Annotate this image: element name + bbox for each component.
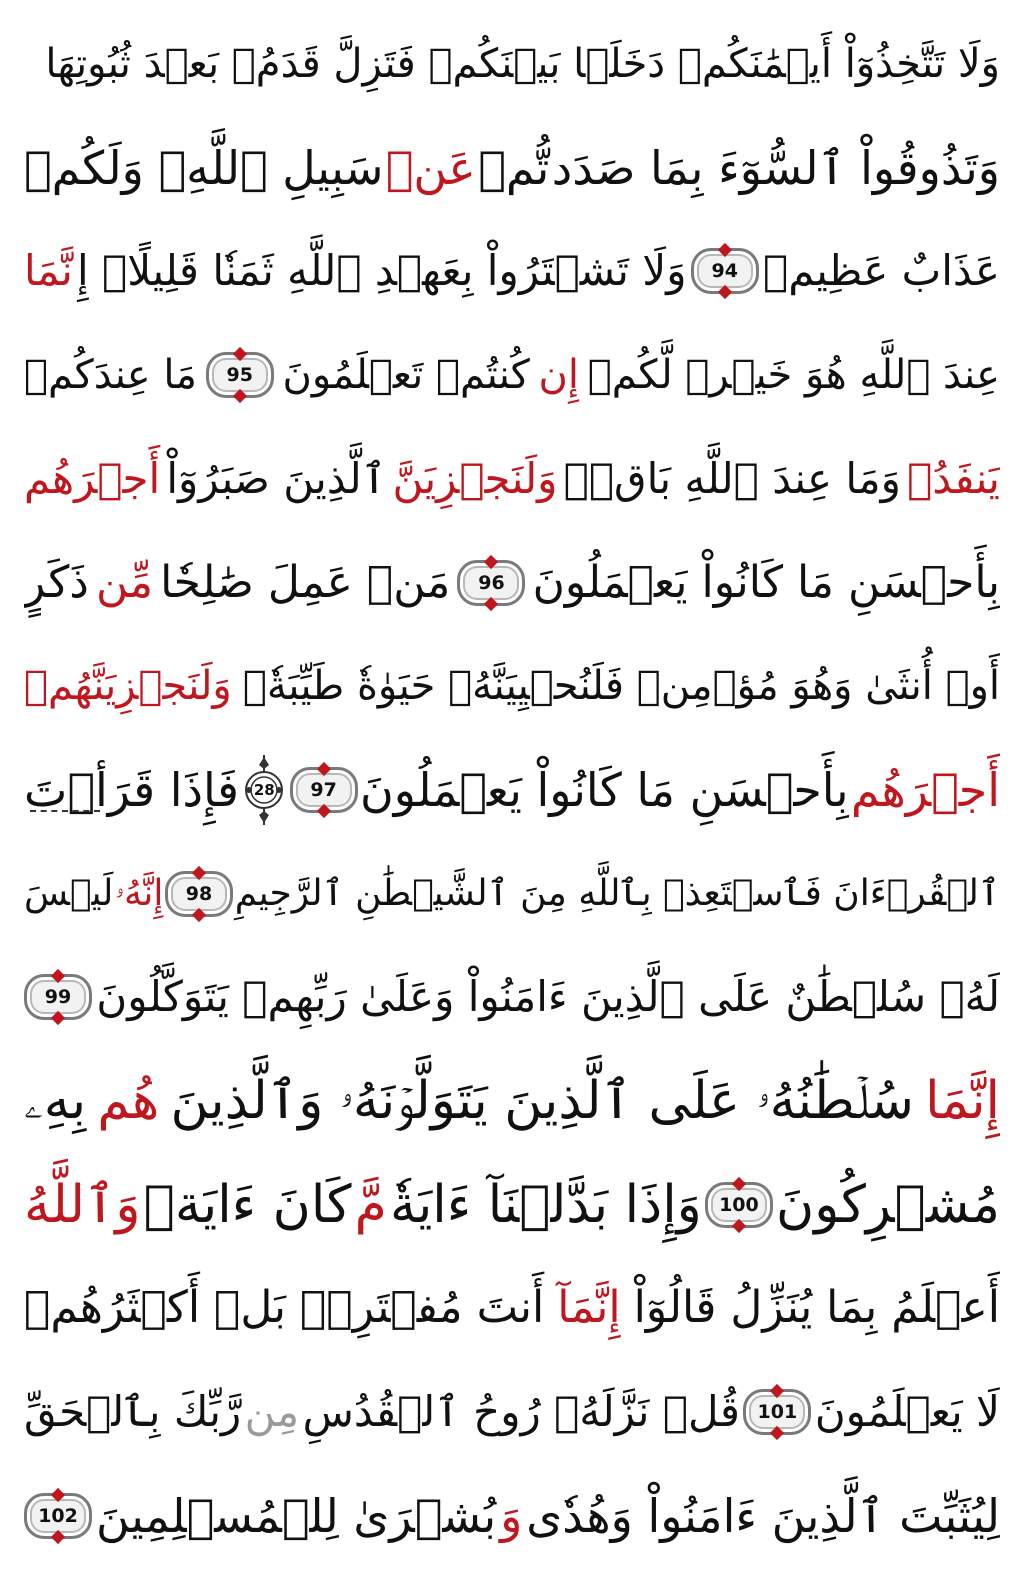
ayah-number: 101 <box>757 1401 798 1424</box>
tajweed-highlight-word: يَنفَدُۖ <box>907 453 1000 503</box>
verse-text: بِهِۦ <box>24 1071 87 1131</box>
verse-line <box>24 14 1000 114</box>
verse-line <box>24 740 1000 840</box>
verse-text: بِأَحۡسَنِ مَا كَانُواْ يَعۡمَلُونَ <box>532 556 1000 608</box>
verse-text: رَّبِّكَ بِٱلۡحَقِّ <box>24 1387 242 1437</box>
ayah-number: 98 <box>185 882 213 905</box>
verse-text: كُنتُمۡ تَعۡلَمُونَ <box>282 352 530 399</box>
verse-line <box>24 1466 1000 1566</box>
ayah-number: 99 <box>44 986 72 1009</box>
tajweed-highlight-word: إِنَّهُۥ <box>115 872 164 914</box>
verse-text: بِأَحۡسَنِ مَا كَانُواْ يَعۡمَلُونَ <box>359 762 849 817</box>
tajweed-highlight-word: وَلَنَجۡزِيَنَّ <box>392 453 558 503</box>
verse-text: مَا عِندَكُمۡ <box>24 352 197 399</box>
verse-text: كَانَ ءَايَةٖ <box>143 1174 352 1235</box>
ayah-number-marker <box>206 352 274 398</box>
verse-line <box>24 636 1000 736</box>
verse-text: ٱلَّذِينَ صَبَرُوٓاْ <box>166 453 387 503</box>
tajweed-highlight-word: وَ <box>500 1488 523 1543</box>
verse-text: مُشۡرِكُونَ <box>776 1174 1000 1235</box>
ayah-number-marker <box>24 974 92 1020</box>
verse-line <box>24 1258 1000 1358</box>
tajweed-highlight-word: إِن <box>538 352 580 399</box>
verse-text: وَتَذُوقُواْ ٱلسُّوٓءَ بِمَا صَدَد <box>551 140 1000 195</box>
tajweed-highlight-word: وَلَنَجۡزِيَنَّهُمۡ <box>24 663 232 710</box>
verse-line <box>24 947 1000 1047</box>
verse-line <box>24 325 1000 425</box>
sajda-underline-mark <box>30 810 100 812</box>
ayah-number-marker <box>165 871 233 917</box>
verse-line <box>24 1155 1000 1255</box>
verse-text: وَلَا تَشۡتَرُواْ بِعَهۡدِ ٱللَّهِ ثَمَنٗا قَلِيلًاۚ إِ <box>77 246 687 296</box>
verse-text: وَإِذَا بَدَّلۡنَآ ءَايَةٗ <box>389 1174 702 1235</box>
tajweed-highlight-word: عَنۡ <box>385 140 476 195</box>
verse-text: عَذَابٌ عَظِيمٞ <box>762 246 1000 296</box>
verse-line <box>24 1362 1000 1462</box>
ayah-number: 100 <box>719 1193 759 1216</box>
verse-text: قُلۡ نَزَّلَهُۥ رُوحُ ٱلۡقُدُسِ <box>302 1387 740 1437</box>
verse-line <box>24 533 1000 633</box>
verse-line <box>24 118 1000 218</box>
tajweed-highlight-word: مِّن <box>95 556 154 608</box>
tajweed-highlight-word: وَٱللَّهُ <box>24 1174 141 1235</box>
ayah-number: 94 <box>711 260 738 283</box>
ayah-number-marker <box>24 1493 92 1539</box>
ayah-number-marker <box>691 248 759 294</box>
tajweed-highlight-word: مَّ <box>354 1174 387 1235</box>
hizb-marker-icon <box>241 753 287 827</box>
ayah-number: 96 <box>478 571 505 594</box>
verse-text: تُّمۡ <box>478 140 550 195</box>
verse-text: وَلَا تَتَّخِذُوٓاْ أَيۡمَٰنَكُمۡ دَخَلَۢا بَيۡنَكُمۡ فَتَزِلَّ قَدَمُۢ بَعۡدَ ثُبُوتِهَا <box>45 41 1000 87</box>
verse-line <box>24 844 1000 944</box>
verse-text: عِندَ ٱللَّهِ هُوَ خَيۡرٞ لَّكُمۡ <box>587 352 1000 399</box>
verse-text: لَهُۥ سُلۡطَٰنٌ عَلَى ٱلَّذِينَ ءَامَنُواْ وَعَلَىٰ رَبِّهِمۡ يَتَوَكَّلُونَ <box>96 972 1000 1022</box>
verse-text: لَا يَعۡلَمُونَ <box>814 1387 1000 1437</box>
ayah-number: 97 <box>310 778 337 801</box>
verse-text: أَوۡ أُنثَىٰ وَهُوَ مُؤۡمِنٞ فَلَنُحۡيِيَنَّهُۥ حَيَوٰةٗ طَيِّبَةٗۖ <box>242 663 1000 710</box>
verse-text: أَعۡلَمُ بِمَا يُنَزِّلُ قَالُوٓاْ <box>633 1282 1000 1334</box>
verse-text: وَمَا عِندَ ٱللَّهِ بَاقٖۗ <box>563 453 901 503</box>
tajweed-highlight-word: نَّمَا <box>24 246 73 296</box>
tajweed-highlight-word: أَجۡرَهُم <box>24 453 161 503</box>
ayah-number: 95 <box>226 364 253 387</box>
verse-text: لِيُثَبِّتَ ٱلَّذِينَ ءَامَنُواْ وَهُدٗى <box>526 1488 1000 1543</box>
verse-text: مَنۡ عَمِلَ صَٰلِحٗا <box>160 556 451 608</box>
verse-line <box>24 429 1000 529</box>
verse-text: بُشۡرَىٰ لِلۡمُسۡلِمِينَ <box>95 1488 497 1543</box>
ayah-number-marker <box>705 1182 773 1228</box>
ayah-number: 102 <box>38 1504 78 1527</box>
hizb-number: 28 <box>253 780 275 799</box>
ayah-number-marker <box>457 560 525 606</box>
verse-text: سَبِيلِ ٱللَّهِۖ وَلَكُمۡ <box>24 140 384 195</box>
ayah-number-marker <box>743 1389 811 1435</box>
verse-line <box>24 1051 1000 1151</box>
tajweed-silent-word: مِن <box>244 1387 300 1437</box>
tajweed-highlight-word: إِنَّمَا <box>925 1071 1000 1131</box>
verse-text: فَإِذَا قَرَأۡتَ <box>24 762 239 817</box>
tajweed-highlight-word: إِنَّمَآ <box>557 1282 621 1334</box>
tajweed-highlight-word: هُم <box>97 1071 160 1131</box>
verse-text: سُلۡطَٰنُهُۥ عَلَى ٱلَّذِينَ يَتَوَلَّوۡنَهُۥ وَٱلَّذِينَ <box>170 1071 914 1131</box>
verse-text: ٱلۡقُرۡءَانَ فَٱسۡتَعِذۡ بِٱللَّهِ مِنَ ٱلشَّيۡطَٰنِ ٱلرَّجِيمِ <box>234 872 1000 914</box>
verse-text: لَيۡسَ <box>24 872 114 914</box>
tajweed-highlight-word: أَجۡرَهُم <box>850 762 1000 817</box>
verse-line <box>24 221 1000 321</box>
verse-text: أَنتَ مُفۡتَرِۭۚ بَلۡ أَكۡثَرُهُمۡ <box>24 1282 545 1334</box>
verse-text: ذَكَرٍ <box>24 556 89 608</box>
mushaf-page <box>24 14 1000 1570</box>
ayah-number-marker <box>290 767 358 813</box>
